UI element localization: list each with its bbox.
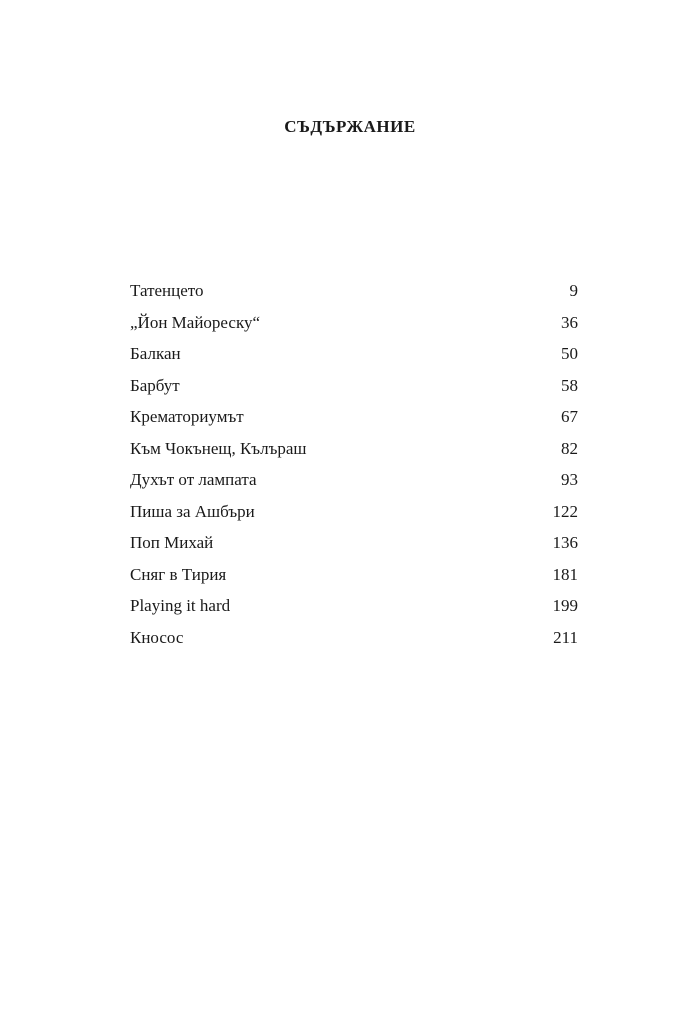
toc-entry-page-number: 181	[552, 564, 578, 584]
toc-entry	[130, 374, 578, 406]
toc-entry-page-number: 58	[561, 375, 578, 395]
toc-entry	[130, 531, 578, 563]
toc-entry-title: Playing it hard	[130, 596, 231, 615]
toc-entry-title: Барбут	[130, 375, 180, 395]
toc-entry	[130, 500, 578, 532]
toc-entry	[130, 311, 578, 343]
toc-entry-page-number: 93	[561, 470, 578, 489]
toc-entry-page-number: 122	[552, 501, 578, 521]
toc-entry-title: Крематориумът	[130, 407, 244, 426]
toc-entry	[130, 626, 578, 658]
toc-entry-title: Кносос	[130, 627, 184, 647]
toc-entry-title: Към Чокънещ, Кълъраш	[130, 438, 307, 458]
toc-entry-title: Балкан	[130, 344, 181, 363]
table-of-contents	[130, 279, 578, 657]
toc-entry-page-number: 67	[561, 407, 578, 426]
toc-entry-page-number: 136	[552, 533, 578, 552]
toc-entry-title: „Йон Майореску“	[130, 312, 261, 332]
toc-entry-title: Духът от лампата	[130, 470, 257, 489]
page-title: СЪДЪРЖАНИЕ	[284, 117, 416, 136]
toc-entry	[130, 405, 578, 437]
toc-entry-page-number: 82	[561, 438, 578, 458]
toc-entry-title: Поп Михай	[130, 533, 214, 552]
toc-entry	[130, 594, 578, 626]
toc-entry-title: Пиша за Ашбъри	[130, 501, 255, 521]
toc-entry-page-number: 50	[561, 344, 578, 363]
toc-entry-page-number: 36	[561, 312, 578, 332]
toc-entry	[130, 468, 578, 500]
toc-entry	[130, 437, 578, 469]
toc-entry-page-number: 9	[569, 281, 578, 300]
toc-entry	[130, 563, 578, 595]
toc-entry	[130, 279, 578, 311]
toc-entry	[130, 342, 578, 374]
toc-entry-title: Сняг в Тирия	[130, 564, 227, 584]
toc-entry-title: Татенцето	[130, 281, 204, 300]
toc-entry-page-number: 199	[552, 596, 578, 615]
toc-entry-page-number: 211	[553, 627, 578, 647]
